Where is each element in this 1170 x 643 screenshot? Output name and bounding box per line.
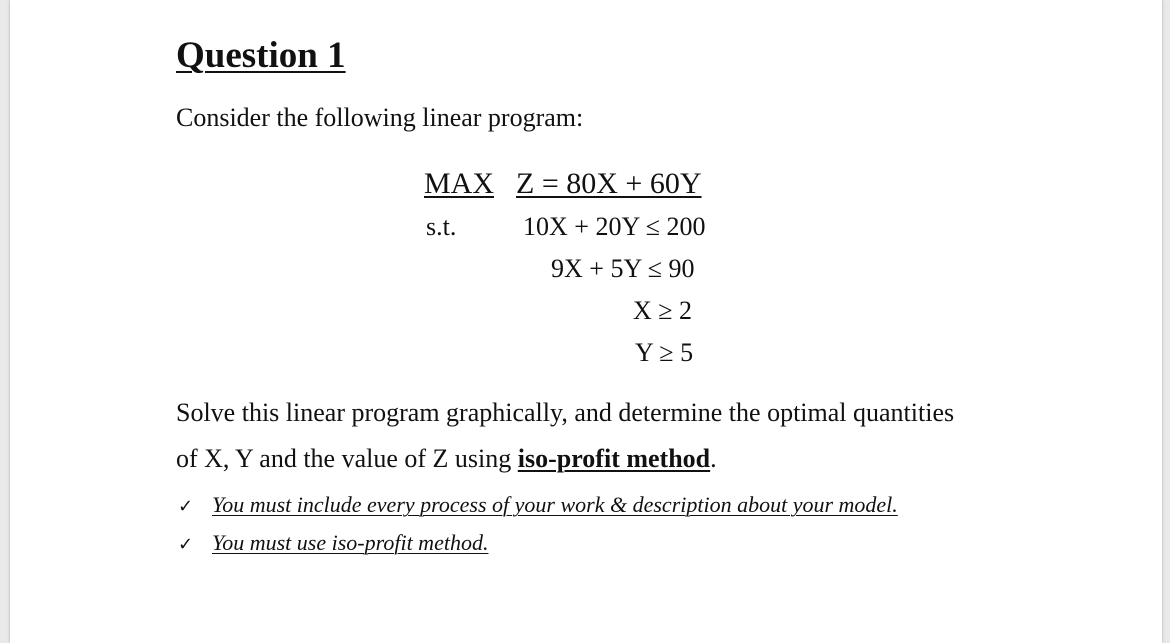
document-page: [10, 0, 1162, 643]
note-item: [178, 492, 898, 518]
checkmark-icon: ✓: [178, 496, 194, 517]
note-text: You must use iso-profit method.: [212, 530, 489, 555]
intro-text: Consider the following linear program:: [176, 103, 584, 132]
constraint-1: 10X + 20Y ≤ 200: [523, 212, 706, 241]
instruction-line-2: [176, 444, 717, 474]
method-emphasis: iso-profit method: [517, 444, 711, 473]
constraint-3: X ≥ 2: [633, 296, 693, 325]
instruction-line-2-suffix: .: [710, 444, 717, 473]
objective-expression: Z = 80X + 60Y: [516, 167, 702, 200]
objective-function: [424, 167, 702, 201]
subject-to-label: s.t.: [426, 212, 457, 241]
question-heading: Question 1: [176, 35, 346, 76]
instruction-line-1: Solve this linear program graphically, and determine the optimal quantities: [176, 398, 955, 427]
constraint-2: 9X + 5Y ≤ 90: [551, 254, 695, 283]
objective-keyword: MAX: [424, 167, 495, 200]
instruction-line-2-prefix: of X, Y and the value of Z using: [176, 444, 518, 473]
checkmark-icon: ✓: [178, 534, 194, 555]
constraint-4: Y ≥ 5: [635, 338, 694, 367]
note-text: You must include every process of your work & description about your model.: [212, 492, 898, 517]
note-item: [178, 530, 488, 556]
